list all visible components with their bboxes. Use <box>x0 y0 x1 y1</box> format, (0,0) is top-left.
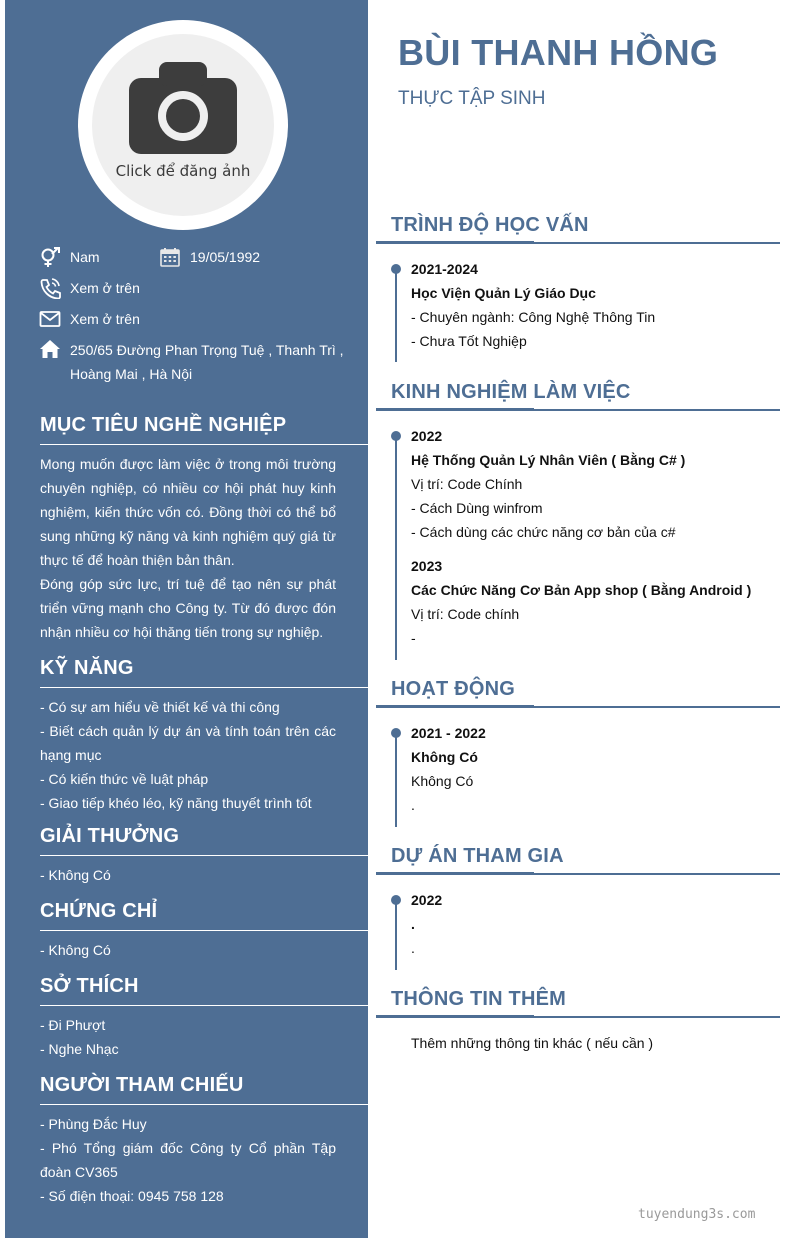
timeline-line <box>395 432 397 660</box>
photo-upload-area[interactable] <box>92 34 274 216</box>
experience-year: 2022 <box>411 428 443 444</box>
list-item: - Biết cách quản lý dự án và tính toán trên các hạng mục <box>40 723 336 763</box>
calendar-icon <box>159 246 181 268</box>
candidate-name: BÙI THANH HỒNG <box>398 32 719 73</box>
photo-caption: Click để đăng ảnh <box>115 162 251 180</box>
section-divider-accent <box>376 872 534 875</box>
section-divider-accent <box>376 408 534 411</box>
awards-list <box>40 863 336 887</box>
skills-list <box>40 695 336 815</box>
experience-year: 2023 <box>411 558 443 574</box>
list-item: - Đi Phượt <box>40 1017 106 1033</box>
activity-org: Không Có <box>411 749 478 765</box>
timeline-dot <box>391 895 401 905</box>
education-status: - Chưa Tốt Nghiệp <box>411 333 527 349</box>
activity-detail: . <box>411 797 415 813</box>
certificates-list <box>40 938 336 962</box>
list-item: - Có kiến thức về luật pháp <box>40 771 209 787</box>
experience-role: Vị trí: Code chính <box>411 606 520 622</box>
projects-title: DỰ ÁN THAM GIA <box>391 845 564 867</box>
experience-project: Hệ Thống Quản Lý Nhân Viên ( Bằng C# ) <box>411 452 686 468</box>
gender-icon <box>39 246 61 268</box>
address-value <box>70 338 360 386</box>
home-icon <box>39 338 61 360</box>
references-title: NGƯỜI THAM CHIẾU <box>40 1074 368 1105</box>
experience-role: Vị trí: Code Chính <box>411 476 523 492</box>
education-major: - Chuyên ngành: Công Nghệ Thông Tin <box>411 309 656 325</box>
hobbies-title: SỞ THÍCH <box>40 975 368 1006</box>
career-goal-title: MỤC TIÊU NGHỀ NGHIỆP <box>40 414 368 445</box>
job-title: THỰC TẬP SINH <box>398 88 546 109</box>
education-period: 2021-2024 <box>411 261 478 277</box>
activity-period: 2021 - 2022 <box>411 725 486 741</box>
list-item: - Không Có <box>40 942 111 958</box>
career-goal-body <box>40 452 336 644</box>
education-title: TRÌNH ĐỘ HỌC VẤN <box>391 214 589 236</box>
phone-value: Xem ở trên <box>70 280 140 296</box>
watermark: tuyendung3s.com <box>638 1207 756 1222</box>
experience-title: KINH NGHIỆM LÀM VIỆC <box>391 381 631 403</box>
timeline-dot <box>391 264 401 274</box>
timeline-dot <box>391 431 401 441</box>
timeline-line <box>395 896 397 970</box>
activity-role: Không Có <box>411 773 474 789</box>
awards-title: GIẢI THƯỞNG <box>40 825 368 856</box>
sidebar <box>5 0 368 1238</box>
section-divider-accent <box>376 705 534 708</box>
project-detail: . <box>411 940 415 956</box>
avatar[interactable] <box>78 20 288 230</box>
extra-info-text: Thêm những thông tin khác ( nếu cần ) <box>411 1035 654 1051</box>
references-list <box>40 1112 336 1208</box>
address-line-1: 250/65 Đường Phan Trọng Tuệ , Thanh Trì , <box>70 342 344 358</box>
extra-info-title: THÔNG TIN THÊM <box>391 988 567 1010</box>
career-goal-paragraph: Đóng góp sức lực, trí tuệ để tạo nên sự phát triển vững mạnh cho Công ty. Từ đó được đón nhận nhiều cơ hội thăng tiến trong sự nghiệp. <box>40 576 336 640</box>
gender-value: Nam <box>70 249 100 265</box>
envelope-icon <box>39 308 61 330</box>
list-item: - Giao tiếp khéo léo, kỹ năng thuyết trình tốt <box>40 795 312 811</box>
career-goal-paragraph: Mong muốn được làm việc ở trong môi trường chuyên nghiệp, có nhiều cơ hội phát huy kinh nghiệm, kiến thức vốn có. Đồng thời có thể bổ sung những kỹ năng và kinh nghiệm quý giá từ thực tế để hoàn thiện bản thân. <box>40 456 336 568</box>
experience-detail: - Cách dùng các chức năng cơ bản của c# <box>411 524 676 540</box>
project-name: . <box>411 916 415 932</box>
list-item: - Số điện thoại: 0945 758 128 <box>40 1188 224 1204</box>
section-divider-accent <box>376 241 534 244</box>
list-item: - Có sự am hiểu về thiết kế và thi công <box>40 699 280 715</box>
experience-detail: - <box>411 630 416 646</box>
timeline-line <box>395 729 397 827</box>
list-item: - Nghe Nhạc <box>40 1041 119 1057</box>
list-item: - Không Có <box>40 867 111 883</box>
hobbies-list <box>40 1013 336 1061</box>
education-school: Học Viện Quản Lý Giáo Dục <box>411 285 596 301</box>
timeline-line <box>395 265 397 362</box>
skills-title: KỸ NĂNG <box>40 657 368 688</box>
certificates-title: CHỨNG CHỈ <box>40 900 368 931</box>
address-line-2: Hoàng Mai , Hà Nội <box>70 366 193 382</box>
experience-project: Các Chức Năng Cơ Bản App shop ( Bằng Android ) <box>411 582 752 598</box>
list-item: - Phùng Đắc Huy <box>40 1116 147 1132</box>
phone-icon <box>39 277 61 299</box>
experience-detail: - Cách Dùng winfrom <box>411 500 543 516</box>
birthday-value: 19/05/1992 <box>190 249 261 265</box>
email-value: Xem ở trên <box>70 311 140 327</box>
section-divider-accent <box>376 1015 534 1018</box>
activities-title: HOẠT ĐỘNG <box>391 678 516 700</box>
timeline-dot <box>391 728 401 738</box>
project-year: 2022 <box>411 892 443 908</box>
camera-icon <box>129 62 237 154</box>
list-item: - Phó Tổng giám đốc Công ty Cổ phần Tập đoàn CV365 <box>40 1140 336 1180</box>
